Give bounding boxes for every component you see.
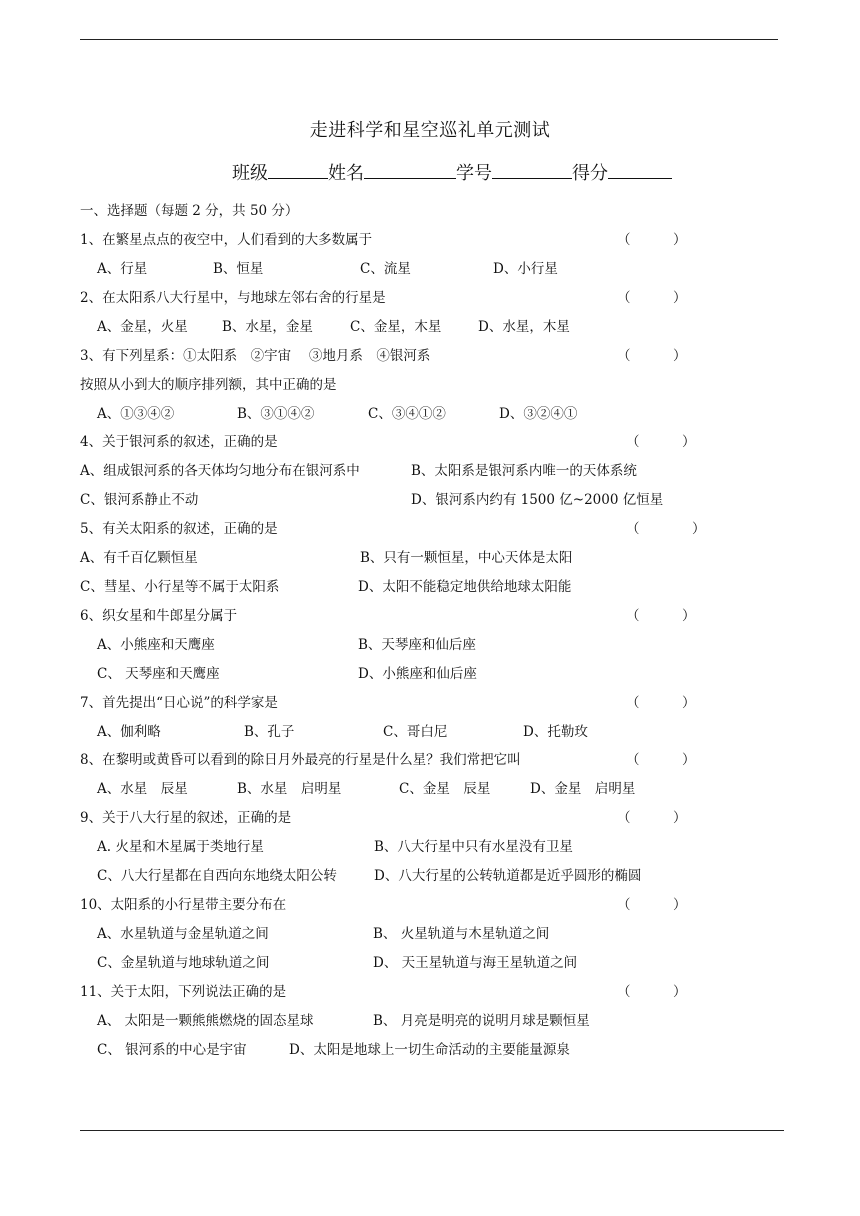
question-stem: 1、在繁星点点的夜空中，人们看到的大多数属于 <box>80 232 373 248</box>
option-b[interactable]: B、八大行星中只有水星没有卫星 <box>374 839 573 855</box>
option-c[interactable]: C、金星轨道与地球轨道之间 <box>97 955 270 971</box>
option-c[interactable]: C、金星 辰星 <box>399 781 491 797</box>
answer-paren[interactable]: （ ） <box>617 232 687 248</box>
option-d[interactable]: D、银河系内约有 1500 亿~2000 亿恒星 <box>411 492 664 508</box>
option-b[interactable]: B、 月亮是明亮的说明月球是颗恒星 <box>373 1013 590 1029</box>
option-b[interactable]: B、只有一颗恒星，中心天体是太阳 <box>360 550 573 566</box>
option-a[interactable]: A、水星轨道与金星轨道之间 <box>97 926 269 942</box>
option-d[interactable]: D、③②④① <box>499 406 578 422</box>
option-b[interactable]: B、③①④② <box>237 406 315 422</box>
answer-paren[interactable]: （ ） <box>617 810 687 826</box>
option-d[interactable]: D、金星 启明星 <box>530 781 636 797</box>
option-a[interactable]: A、伽利略 <box>97 724 161 740</box>
option-d[interactable]: D、太阳是地球上一切生命活动的主要能量源泉 <box>289 1042 570 1058</box>
option-c[interactable]: C、金星，木星 <box>350 319 442 335</box>
option-c[interactable]: C、彗星、小行星等不属于太阳系 <box>80 579 280 595</box>
option-d[interactable]: D、 天王星轨道与海王星轨道之间 <box>373 955 578 971</box>
option-c[interactable]: C、八大行星都在自西向东地绕太阳公转 <box>97 868 337 884</box>
name-blank[interactable] <box>364 158 456 179</box>
option-d[interactable]: D、托勒玫 <box>523 724 588 740</box>
option-d[interactable]: D、太阳不能稳定地供给地球太阳能 <box>358 579 572 595</box>
question-stem: 4、关于银河系的叙述，正确的是 <box>80 434 278 450</box>
class-label: 班级 <box>232 163 268 184</box>
answer-paren[interactable]: （ ） <box>626 434 696 450</box>
answer-paren[interactable]: （ ） <box>626 752 696 768</box>
score-label: 得分 <box>572 163 608 184</box>
option-d[interactable]: D、水星，木星 <box>478 319 570 335</box>
class-blank[interactable] <box>268 158 328 179</box>
option-a[interactable]: A、金星，火星 <box>97 319 188 335</box>
option-c[interactable]: C、银河系静止不动 <box>80 492 199 508</box>
option-d[interactable]: D、小熊座和仙后座 <box>358 666 477 682</box>
question-stem: 5、有关太阳系的叙述，正确的是 <box>80 521 278 537</box>
option-b[interactable]: B、恒星 <box>213 261 264 277</box>
answer-paren[interactable]: （ ） <box>617 348 687 364</box>
option-a[interactable]: A、小熊座和天鹰座 <box>97 637 215 653</box>
option-b[interactable]: B、水星，金星 <box>222 319 313 335</box>
question-stem: 3、有下列星系：①太阳系 ②宇宙 ③地月系 ④银河系 <box>80 348 431 364</box>
answer-paren[interactable]: （ ） <box>617 897 687 913</box>
option-c[interactable]: C、 天琴座和天鹰座 <box>97 666 220 682</box>
question-stem: 10、太阳系的小行星带主要分布在 <box>80 897 287 913</box>
answer-paren[interactable]: （ ） <box>617 984 687 1000</box>
header-rule <box>80 39 778 40</box>
option-c[interactable]: C、 银河系的中心是宇宙 <box>97 1042 247 1058</box>
question-stem: 8、在黎明或黄昏可以看到的除日月外最亮的行星是什么星？我们常把它叫 <box>80 752 521 768</box>
option-a[interactable]: A、 太阳是一颗熊熊燃烧的固态星球 <box>97 1013 314 1029</box>
section-heading: 一、选择题（每题 2 分，共 50 分） <box>80 203 299 219</box>
question-stem: 11、关于太阳，下列说法正确的是 <box>80 984 287 1000</box>
option-b[interactable]: B、太阳系是银河系内唯一的天体系统 <box>411 463 637 479</box>
option-a[interactable]: A、组成银河系的各天体均匀地分布在银河系中 <box>80 463 360 479</box>
option-a[interactable]: A. 火星和木星属于类地行星 <box>97 839 264 855</box>
option-a[interactable]: A、行星 <box>97 261 148 277</box>
answer-paren[interactable]: （ ） <box>626 608 696 624</box>
answer-paren[interactable]: （ ） <box>626 695 696 711</box>
name-label: 姓名 <box>328 163 364 184</box>
option-d[interactable]: D、小行星 <box>493 261 558 277</box>
footer-rule <box>80 1130 784 1131</box>
answer-paren[interactable]: （ ） <box>617 290 687 306</box>
page-title: 走进科学和星空巡礼单元测试 <box>309 120 551 141</box>
question-stem: 2、在太阳系八大行星中，与地球左邻右舍的行星是 <box>80 290 386 306</box>
answer-paren[interactable]: （ ） <box>626 521 706 537</box>
option-b[interactable]: B、孔子 <box>244 724 295 740</box>
option-b[interactable]: B、天琴座和仙后座 <box>358 637 476 653</box>
score-blank[interactable] <box>608 158 672 179</box>
student-info-line <box>232 158 672 185</box>
option-c[interactable]: C、③④①② <box>368 406 446 422</box>
id-label: 学号 <box>456 163 492 184</box>
option-a[interactable]: A、水星 辰星 <box>97 781 188 797</box>
option-a[interactable]: A、有千百亿颗恒星 <box>80 550 198 566</box>
question-stem: 6、织女星和牛郎星分属于 <box>80 608 238 624</box>
option-a[interactable]: A、①③④② <box>97 406 175 422</box>
question-stem-continued: 按照从小到大的顺序排列额，其中正确的是 <box>80 377 337 393</box>
option-b[interactable]: B、 火星轨道与木星轨道之间 <box>373 926 550 942</box>
option-b[interactable]: B、水星 启明星 <box>237 781 342 797</box>
question-stem: 9、关于八大行星的叙述，正确的是 <box>80 810 292 826</box>
option-c[interactable]: C、哥白尼 <box>383 724 448 740</box>
question-stem: 7、首先提出“日心说”的科学家是 <box>80 695 278 711</box>
option-d[interactable]: D、八大行星的公转轨道都是近乎圆形的椭圆 <box>374 868 642 884</box>
id-blank[interactable] <box>492 158 572 179</box>
option-c[interactable]: C、流星 <box>360 261 411 277</box>
